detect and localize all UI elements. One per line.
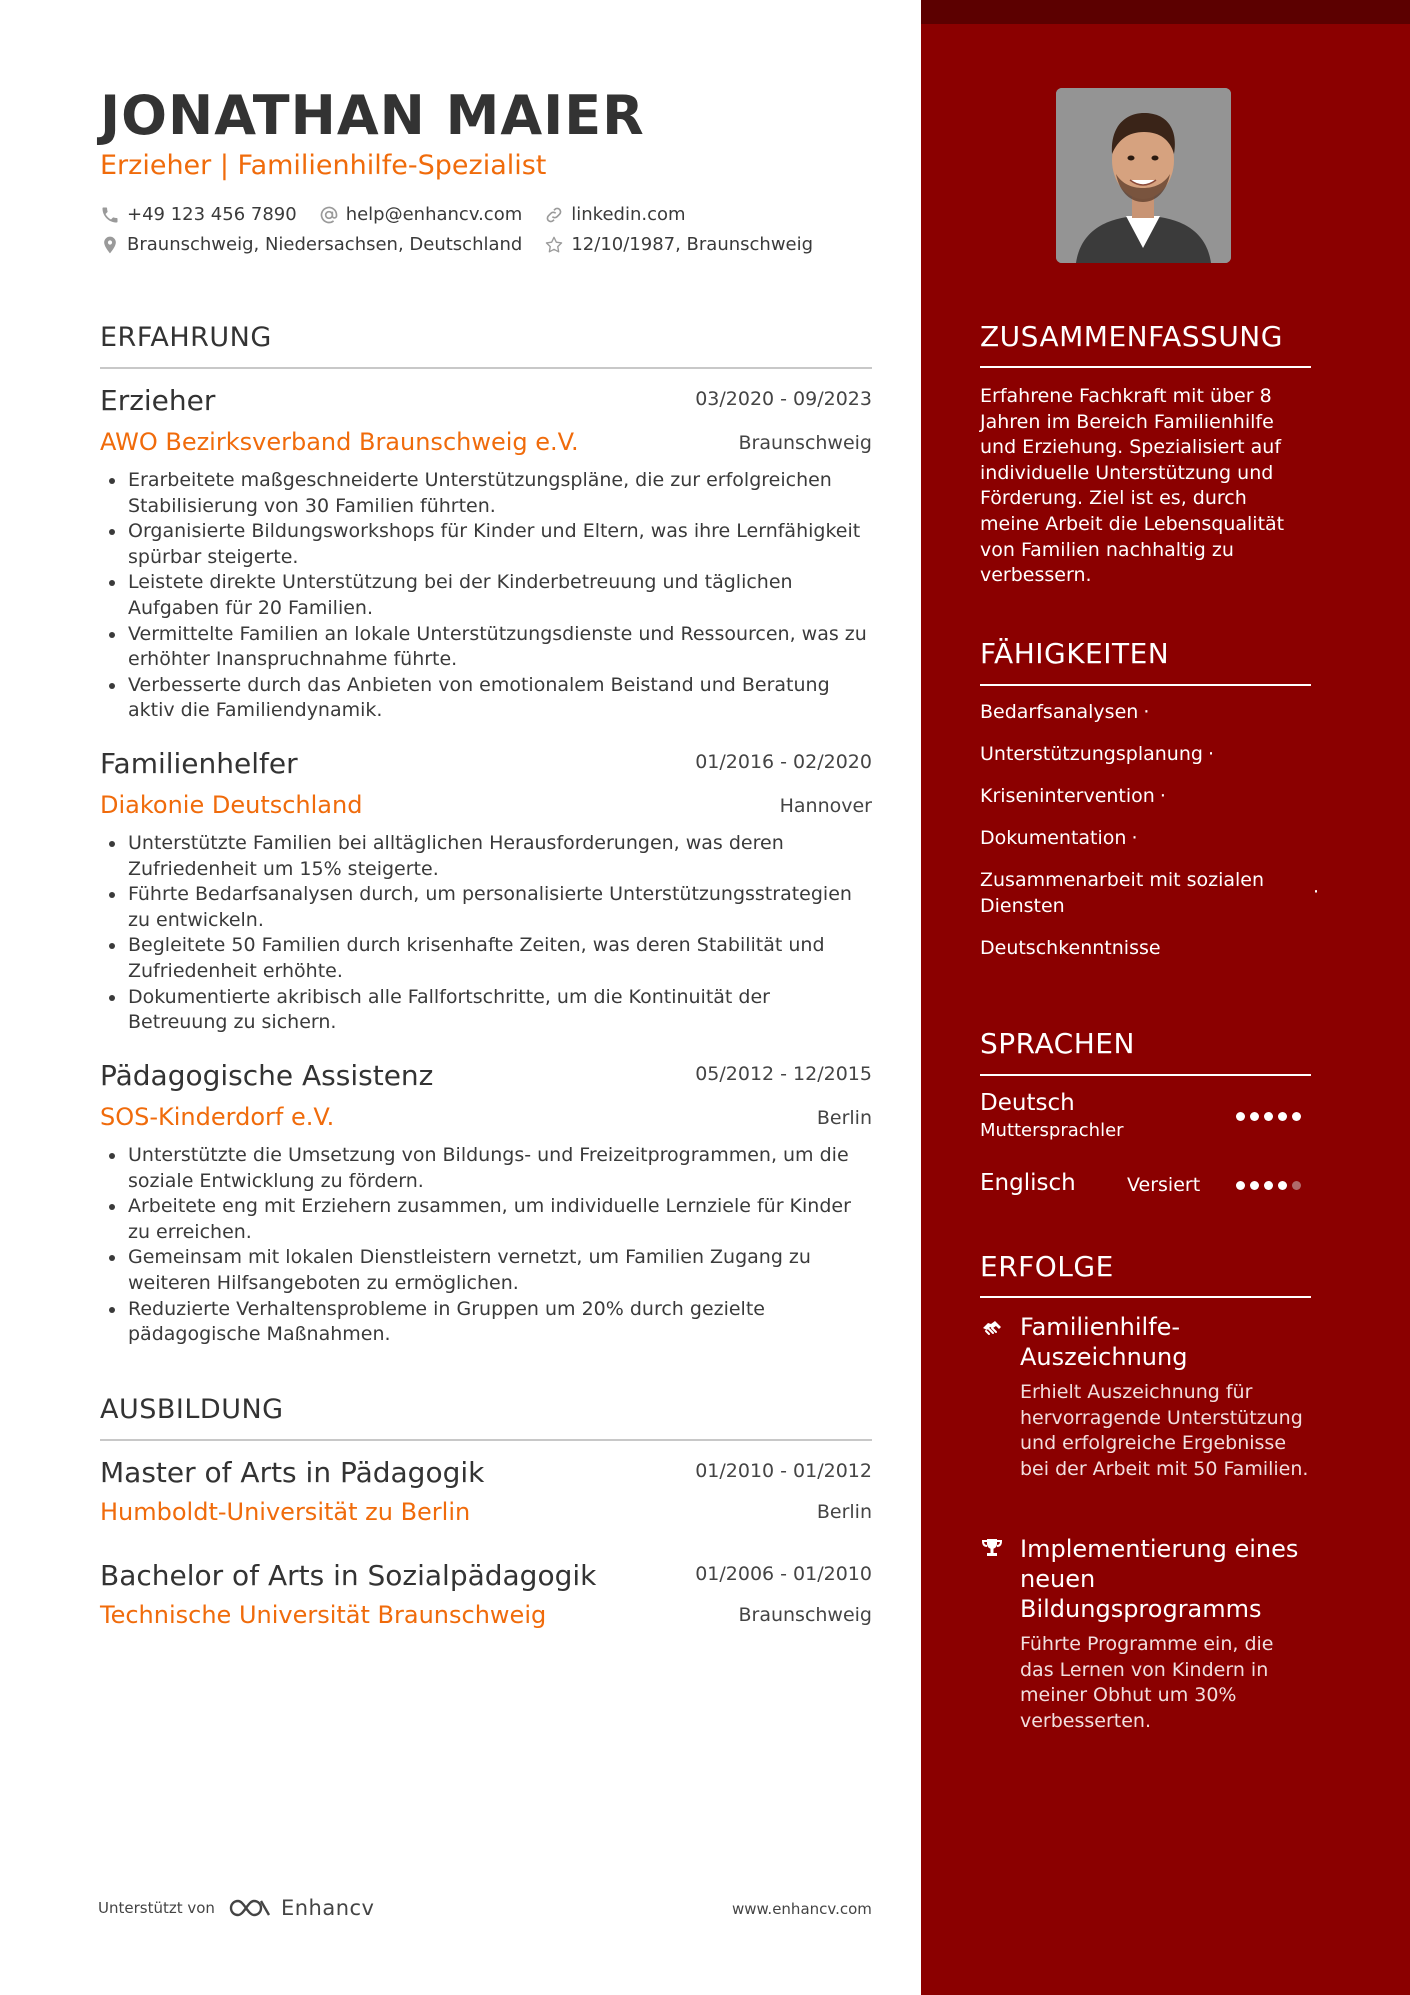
summary-rule: [980, 366, 1311, 368]
job-company: Diakonie Deutschland: [100, 791, 363, 819]
language-level: Muttersprachler: [980, 1120, 1124, 1141]
contact-row-1: [100, 204, 708, 225]
edu-school: Humboldt-Universität zu Berlin: [100, 1498, 471, 1526]
rating-dot: [1292, 1112, 1301, 1121]
location-pin-icon: [100, 235, 120, 255]
job-title: Erzieher: [100, 384, 216, 417]
rating-dot: [1236, 1181, 1245, 1190]
skill-item: Deutschkenntnisse: [980, 937, 1161, 959]
job-location: Braunschweig: [738, 432, 872, 454]
skill-item: Dokumentation ·: [980, 827, 1138, 849]
summary-heading: ZUSAMMENFASSUNG: [980, 320, 1283, 353]
edu-dates: 01/2010 - 01/2012: [695, 1460, 872, 1482]
language-level: Versiert: [1127, 1174, 1201, 1196]
job-bullets: [100, 1143, 872, 1348]
job-bullet: Dokumentierte akribisch alle Fallfortschritte, um die Kontinuität der Betreuung zu sichern.: [100, 985, 872, 1036]
footer-powered-by[interactable]: Unterstützt von Enhancv: [98, 1896, 375, 1920]
job-dates: 05/2012 - 12/2015: [695, 1063, 872, 1085]
edu-location: Berlin: [816, 1501, 872, 1523]
job-bullet: Organisierte Bildungsworkshops für Kinder und Eltern, was ihre Lernfähigkeit spürbar steigerte.: [100, 519, 872, 570]
languages-rule: [980, 1074, 1311, 1076]
contact-birth: 12/10/1987, Braunschweig: [544, 234, 813, 255]
achievement-description: Führte Programme ein, die das Lernen von Kindern in meiner Obhut um 30% verbesserten.: [1020, 1633, 1274, 1732]
sidebar-top-bar: [921, 0, 1410, 24]
skill-item: Krisenintervention ·: [980, 785, 1166, 807]
enhancv-logo-icon: [227, 1897, 273, 1919]
job-company: AWO Bezirksverband Braunschweig e.V.: [100, 428, 579, 456]
job-entry: [100, 1059, 872, 1349]
job-bullet: Führte Bedarfsanalysen durch, um personalisierte Unterstützungsstrategien zu entwickeln.: [100, 882, 872, 933]
language-name: Deutsch: [980, 1090, 1075, 1116]
avatar: [1056, 88, 1231, 263]
sidebar: ZUSAMMENFASSUNG Erfahrene Fachkraft mit über 8 Jahren im Bereich Familienhilfe und Erziehung. Spezialisiert auf individuelle Unterstützung und Förderung. Ziel ist es, durch meine Arbeit die Lebensqualität von Familien nachhaltig zu verbessern. FÄHIGKEITEN Bedarfsanalysen · Unterstützungsplanung · Krisenintervention · Dokumentation · Zusammenarbeit mit sozialen Diensten · Deutschkenntnisse SPRACHEN Deutsch Muttersprachler Englisch Versiert ERFOLGE Familienhilfe-Auszeichnung Erhielt Auszeichnung für hervorragende Unterstützung und erfolgreiche Ergebnisse bei der Arbeit mit 50 Familien. Implementierung eines neuen Bildungsprogramms Führte Programme ein, die das Lernen von Kindern in meiner Obhut um 30% verbesserten.: [921, 0, 1410, 1995]
footer-url[interactable]: www.enhancv.com: [732, 1900, 872, 1918]
phone-icon: [100, 205, 120, 225]
footer-brand: Enhancv: [280, 1896, 375, 1920]
contact-linkedin[interactable]: linkedin.com: [544, 204, 685, 225]
skill-item: Zusammenarbeit mit sozialen Diensten: [980, 869, 1265, 917]
education-rule: [100, 1439, 872, 1441]
job-bullet: Leistete direkte Unterstützung bei der Kinderbetreuung und täglichen Aufgaben für 20 Familien.: [100, 570, 872, 621]
skill-item: Bedarfsanalysen ·: [980, 701, 1150, 723]
job-title: Pädagogische Assistenz: [100, 1059, 434, 1092]
education-entry: [100, 1559, 872, 1639]
job-bullet: Arbeitete eng mit Erziehern zusammen, um individuelle Lernziele für Kinder zu erreichen.: [100, 1194, 872, 1245]
job-bullet: Begleitete 50 Familien durch krisenhafte Zeiten, was deren Stabilität und Zufriedenheit erhöhte.: [100, 933, 872, 984]
achievement-description: Erhielt Auszeichnung für hervorragende Unterstützung und erfolgreiche Ergebnisse bei der Arbeit mit 50 Familien.: [1020, 1381, 1309, 1480]
rating-dot: [1278, 1112, 1287, 1121]
skills-rule: [980, 684, 1311, 686]
job-bullet: Unterstützte Familien bei alltäglichen Herausforderungen, was deren Zufriedenheit um 15% steigerte.: [100, 831, 872, 882]
summary-text: Erfahrene Fachkraft mit über 8 Jahren im Bereich Familienhilfe und Erziehung. Spezialisiert auf individuelle Unterstützung und Förderung. Ziel ist es, durch meine Arbeit die Lebensqualität von Familien nachhaltig zu verbessern.: [980, 385, 1285, 587]
achievements-rule: [980, 1296, 1311, 1298]
achievements-heading: ERFOLGE: [980, 1250, 1114, 1283]
contact-location: Braunschweig, Niedersachsen, Deutschland: [100, 234, 522, 255]
rating-dot: [1292, 1181, 1301, 1190]
rating-dot: [1236, 1112, 1245, 1121]
rating-dot: [1250, 1112, 1259, 1121]
rating-dot: [1264, 1112, 1273, 1121]
job-bullet: Verbesserte durch das Anbieten von emotionalem Beistand und Beratung aktiv die Familiendynamik.: [100, 673, 872, 724]
profile-photo: [1056, 88, 1231, 263]
handshake-icon: [980, 1316, 1004, 1340]
education-entry: [100, 1456, 872, 1536]
star-icon: [544, 235, 564, 255]
job-location: Berlin: [816, 1107, 872, 1129]
candidate-name: JONATHAN MAIER: [100, 84, 645, 147]
experience-heading: ERFAHRUNG: [100, 322, 272, 353]
job-bullet: Reduzierte Verhaltensprobleme in Gruppen um 20% durch gezielte pädagogische Maßnahmen.: [100, 1297, 872, 1348]
rating-dot: [1264, 1181, 1273, 1190]
job-bullet: Gemeinsam mit lokalen Dienstleistern vernetzt, um Familien Zugang zu weiteren Hilfsangeboten zu ermöglichen.: [100, 1245, 872, 1296]
skills-heading: FÄHIGKEITEN: [980, 637, 1170, 670]
edu-degree: Master of Arts in Pädagogik: [100, 1456, 485, 1489]
contact-email[interactable]: help@enhancv.com: [319, 204, 523, 225]
edu-school: Technische Universität Braunschweig: [100, 1601, 547, 1629]
job-bullets: [100, 831, 872, 1036]
headline: Erzieher | Familienhilfe-Spezialist: [100, 150, 547, 181]
at-icon: [319, 205, 339, 225]
job-entry: [100, 747, 872, 1037]
job-dates: 03/2020 - 09/2023: [695, 388, 872, 410]
achievement-title: Implementierung eines neuen Bildungsprogramms: [1020, 1535, 1299, 1623]
job-bullets: [100, 468, 872, 724]
language-name: Englisch: [980, 1170, 1076, 1196]
languages-heading: SPRACHEN: [980, 1027, 1135, 1060]
rating-dot: [1250, 1181, 1259, 1190]
job-title: Familienhelfer: [100, 747, 298, 780]
link-icon: [544, 205, 564, 225]
job-entry: [100, 384, 872, 720]
job-bullet: Unterstützte die Umsetzung von Bildungs- und Freizeitprogrammen, um die soziale Entwicklung zu fördern.: [100, 1143, 872, 1194]
contact-row-2: [100, 234, 835, 255]
edu-location: Braunschweig: [738, 1604, 872, 1626]
job-company: SOS-Kinderdorf e.V.: [100, 1103, 335, 1131]
edu-degree: Bachelor of Arts in Sozialpädagogik: [100, 1559, 597, 1592]
language-rating-dots: [1236, 1112, 1301, 1121]
education-heading: AUSBILDUNG: [100, 1394, 284, 1425]
achievement-title: Familienhilfe-Auszeichnung: [1020, 1313, 1188, 1371]
edu-dates: 01/2006 - 01/2010: [695, 1563, 872, 1585]
skill-item: Unterstützungsplanung ·: [980, 743, 1214, 765]
job-bullet: Erarbeitete maßgeschneiderte Unterstützungspläne, die zur erfolgreichen Stabilisierung von 30 Familien führten.: [100, 468, 872, 519]
job-dates: 01/2016 - 02/2020: [695, 751, 872, 773]
experience-rule: [100, 367, 872, 369]
language-rating-dots: [1236, 1181, 1301, 1190]
contact-phone: +49 123 456 7890: [100, 204, 297, 225]
job-bullet: Vermittelte Familien an lokale Unterstützungsdienste und Ressourcen, was zu erhöhter Inanspruchnahme führte.: [100, 622, 872, 673]
rating-dot: [1278, 1181, 1287, 1190]
job-location: Hannover: [779, 795, 872, 817]
trophy-icon: [980, 1536, 1004, 1560]
